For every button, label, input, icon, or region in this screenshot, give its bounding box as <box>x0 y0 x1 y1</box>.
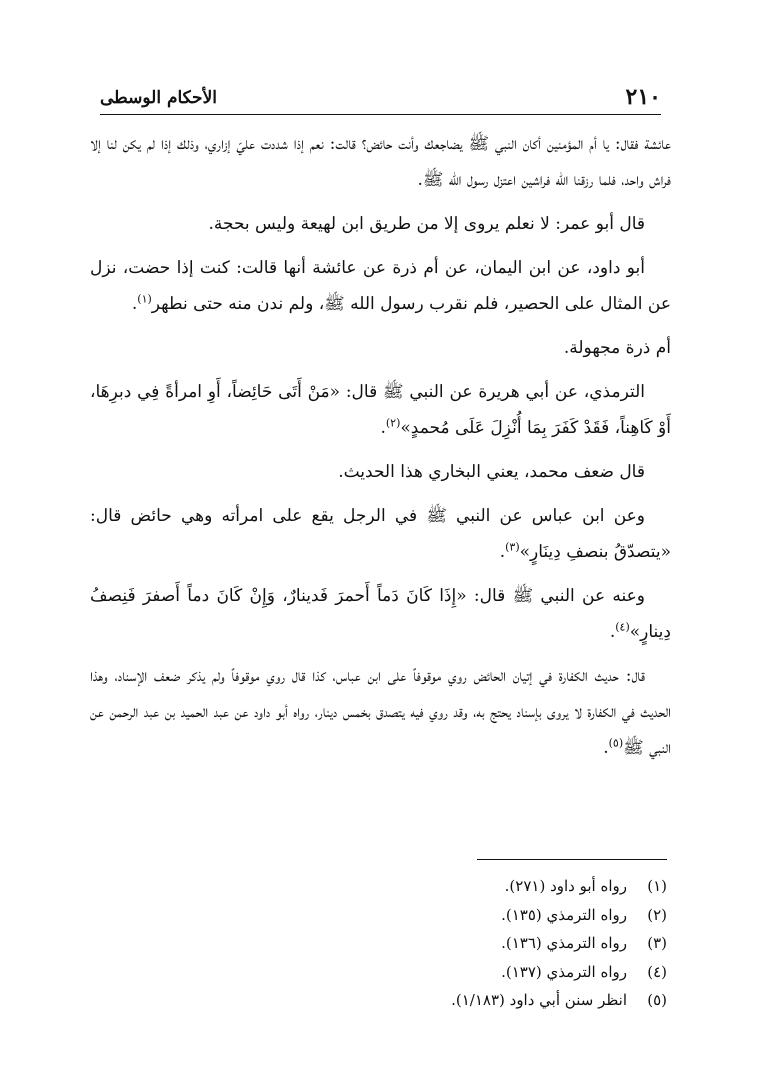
footnote-marker: (٢) <box>385 416 401 430</box>
footnote: (٤)رواه الترمذي (١٣٧). <box>501 962 667 981</box>
footnote: (٢)رواه الترمذي (١٣٥). <box>501 905 667 924</box>
main-text <box>90 126 671 766</box>
paragraph: الترمذي، عن أبي هريرة عن النبي ﷺ قال: «مَنْ أَتَى حَائِضاً، أَوِ امرأةً فِي دبرِهَا، أَوْ كَاهِناً، فَقَدْ كَفَرَ بِمَا أُنْزِلَ عَلَى مُحمدٍ»$^{(٢)}$. <box>90 382 671 438</box>
paragraph: وعنه عن النبي ﷺ قال: «إِذَا كَانَ دَماً أَحمرَ فَدينارٌ، وَإِنْ كَانَ دماً أَصفرَ فَنِصفُ دِينارٍ»$^{(٤)}$. <box>90 586 671 642</box>
paragraph: عائشة فقال: يا أم المؤمنين أكان النبي ﷺ يضاجعك وأنت حائض؟ قالت: نعم إذا شددت عليّ إزاري، وذلك إذا لم يكن لنا إلا فراش واحد، فلما رزقنا الله فراشين اعتزل رسول الله ﷺ. <box>90 134 671 190</box>
running-title: الأحكام الوسطى <box>100 88 217 108</box>
footnote-separator <box>477 859 667 860</box>
page-header <box>100 84 661 115</box>
paragraph: وعن ابن عباس عن النبي ﷺ في الرجل يقع على امرأته وهي حائض قال: «يتصدّقُ بنصفِ دِينَارٍ»$^{(٣)}$. <box>90 506 671 562</box>
footnote-marker: (٥) <box>608 736 624 750</box>
footnote: (٥)انظر سنن أبي داود (١/١٨٣). <box>451 991 667 1009</box>
footnote: (٣)رواه الترمذي (١٣٦). <box>501 934 667 952</box>
page-number: ٢١٠ <box>625 84 661 110</box>
footnote: (١)رواه أبو داود (٢٧١). <box>504 877 667 895</box>
paragraph: قال ضعف محمد، يعني البخاري هذا الحديث. <box>338 462 645 482</box>
paragraph: قال أبو عمر: لا نعلم يروى إلا من طريق ابن لهيعة وليس بحجة. <box>208 214 645 234</box>
footnote-marker: (٣) <box>505 540 520 554</box>
footnote-marker: (١) <box>137 292 152 306</box>
paragraph: أم ذرة مجهولة. <box>563 338 671 358</box>
footnote-marker: (٤) <box>615 620 630 634</box>
paragraph: أبو داود، عن ابن اليمان، عن أم ذرة عن عائشة أنها قالت: كنت إذا حضت، نزل عن المثال على الحصير، فلم نقرب رسول الله ﷺ، ولم ندن منه حتى نطهر$^{(١)}$. <box>90 258 671 314</box>
paragraph: قال: حديث الكفارة في إتيان الحائض روي موقوفاً على ابن عباس، كذا قال روي موقوفاً ولم يذكر ضعف الإسناد، وهذا الحديث في الكفارة لا يروى بإسناد يحتج به، وقد روي فيه يتصدق بخمس دينار، رواه أبو داود عن عبد الحميد بن عبد الرحمن عن النبي ﷺ$^{(٥)}$. <box>90 666 671 758</box>
footnotes <box>167 872 667 1015</box>
